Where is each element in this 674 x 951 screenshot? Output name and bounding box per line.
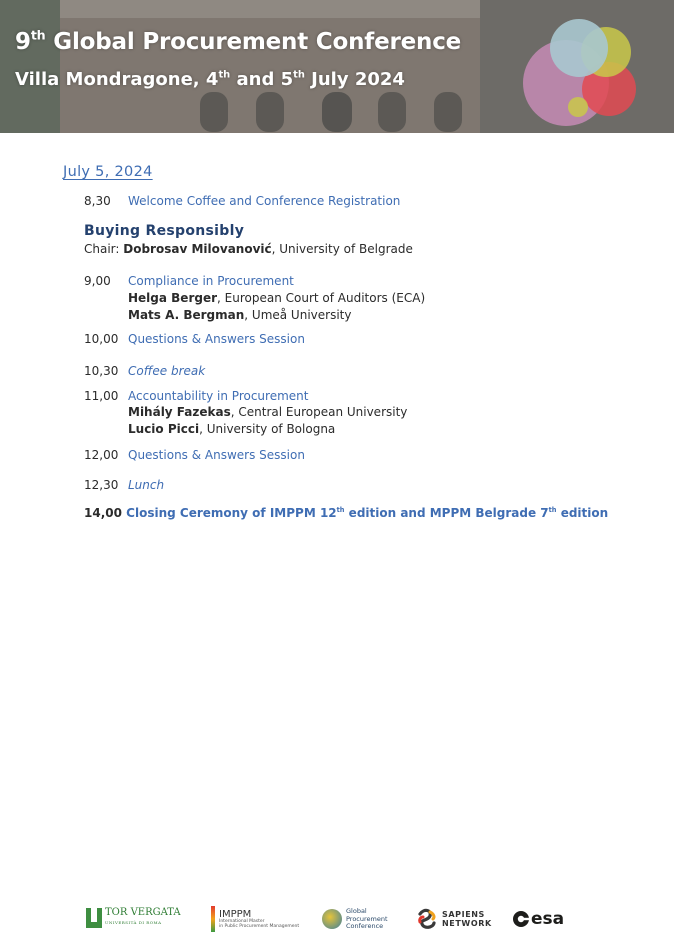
global-procurement-conference-logo: Global Procurement Conference — [322, 908, 388, 931]
conference-venue-dates: Villa Mondragone, 4th and 5th July 2024 — [15, 69, 405, 90]
speaker: Mihály Fazekas, Central European University — [128, 405, 408, 419]
speaker: Helga Berger, European Court of Auditors (ECA) — [128, 291, 426, 305]
decorative-circle-blue — [550, 19, 608, 77]
time: 12,30 — [84, 478, 119, 492]
day-heading: July 5, 2024 — [63, 164, 153, 180]
item-title: Lunch — [128, 478, 165, 492]
speaker: Mats A. Bergman, Umeå University — [128, 308, 352, 322]
time: 10,30 — [84, 364, 119, 378]
session-chair: Chair: Dobrosav Milovanović, University of Belgrade — [84, 242, 413, 256]
item-title: Compliance in Procurement — [128, 274, 294, 288]
schedule-row — [84, 477, 164, 494]
globe-icon — [322, 909, 342, 929]
item-title: Coffee break — [128, 364, 206, 378]
schedule-row-closing — [84, 506, 608, 520]
decorative-circle-small-yellow — [568, 97, 588, 117]
time: 12,00 — [84, 448, 119, 462]
session-title: Buying Responsibly — [84, 223, 245, 239]
sapiens-knot-icon — [416, 908, 438, 930]
item-title: Welcome Coffee and Conference Registration — [128, 194, 401, 208]
time: 14,00 — [84, 506, 122, 520]
imppm-bar-icon — [211, 906, 215, 932]
schedule-row-welcome — [84, 193, 400, 210]
tor-vergata-mark-icon — [86, 908, 102, 928]
esa-logo: esa — [512, 909, 564, 929]
villa-photo-background — [0, 0, 674, 133]
item-title: Questions & Answers Session — [128, 332, 305, 346]
item-title: Accountability in Procurement — [128, 389, 309, 403]
tor-vergata-logo: TOR VERGATA UNIVERSITÀ DI ROMA — [86, 908, 181, 928]
schedule-row — [84, 447, 305, 464]
imppm-logo: IMPPM International Master in Public Procurement Management — [211, 906, 299, 932]
schedule-row — [84, 388, 308, 405]
esa-mark-icon — [512, 910, 530, 928]
speaker: Lucio Picci, University of Bologna — [128, 422, 336, 436]
schedule-row — [84, 273, 294, 290]
time: 10,00 — [84, 332, 119, 346]
item-title: Closing Ceremony of IMPPM 12th edition and MPPM Belgrade 7th edition — [126, 506, 609, 520]
time: 8,30 — [84, 194, 111, 208]
sapiens-network-logo: SAPIENS NETWORK — [416, 908, 492, 930]
item-title: Questions & Answers Session — [128, 448, 305, 462]
partner-logos — [0, 900, 674, 940]
schedule-row — [84, 363, 205, 380]
header-banner — [0, 0, 674, 133]
schedule-row — [84, 331, 305, 348]
time: 9,00 — [84, 274, 111, 288]
time: 11,00 — [84, 389, 119, 403]
conference-title: 9th Global Procurement Conference — [15, 27, 462, 55]
